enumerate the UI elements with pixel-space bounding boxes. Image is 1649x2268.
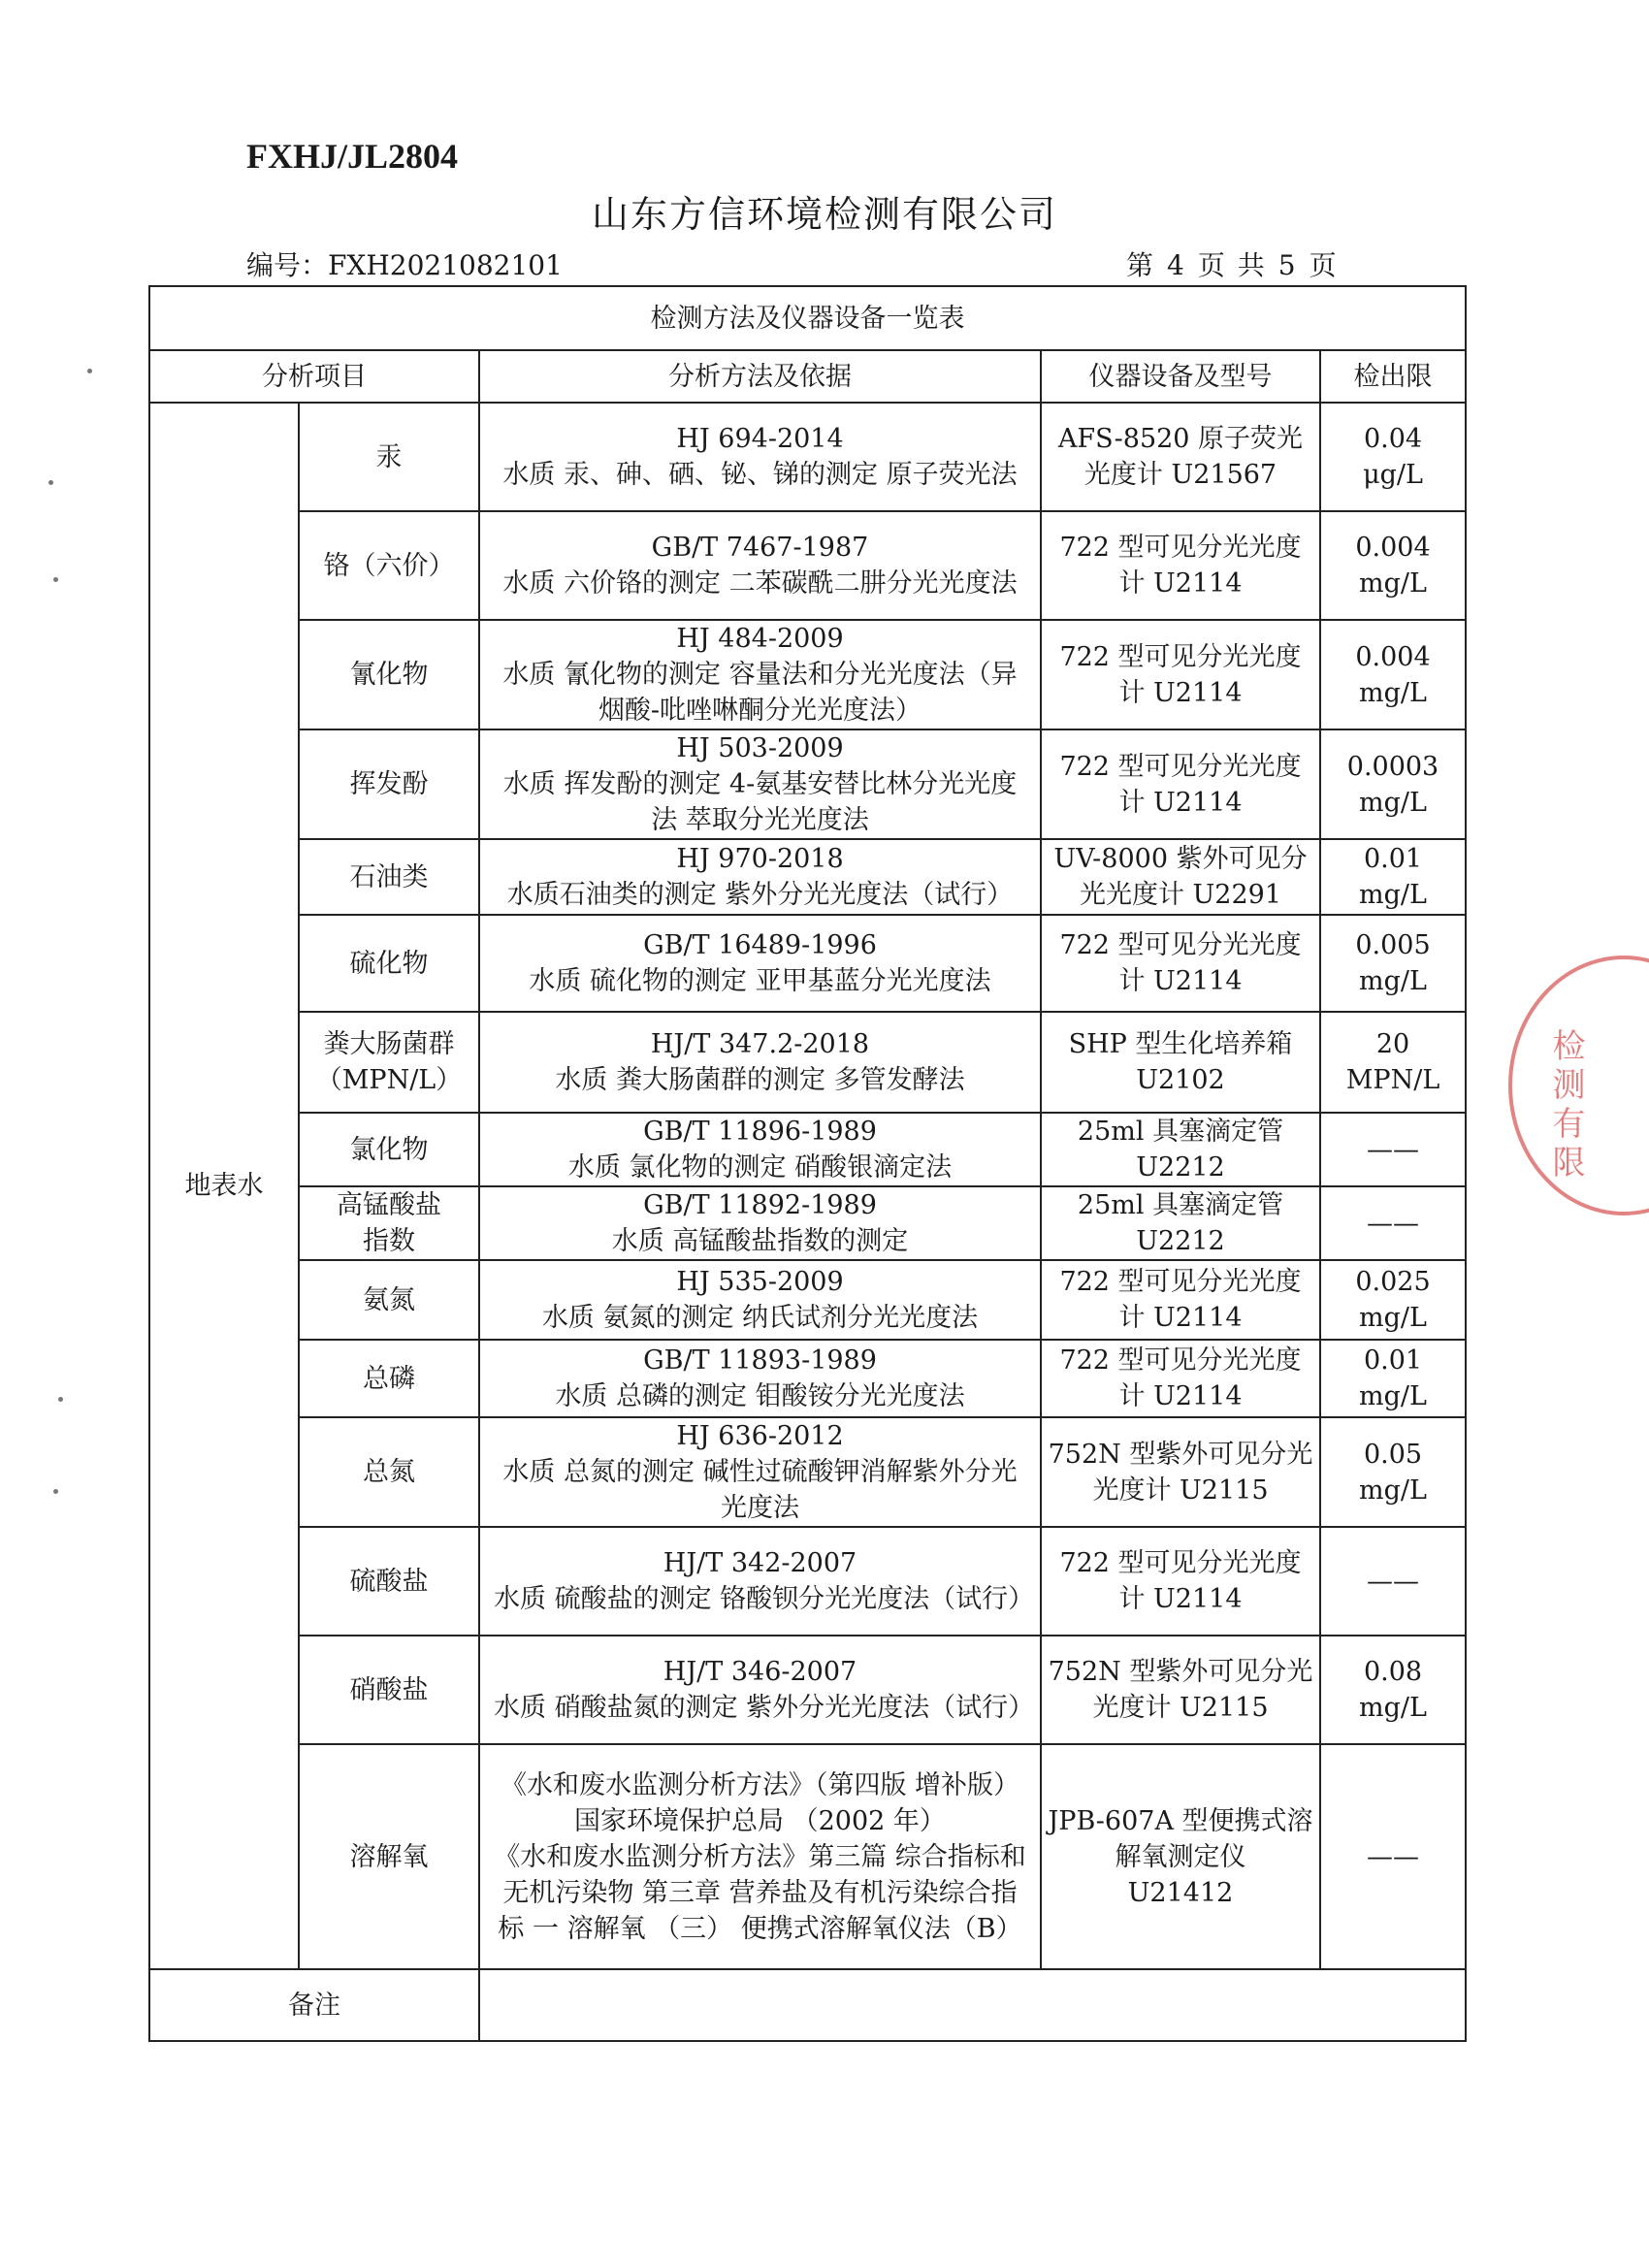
detection-limit-cell: 0.01 mg/L bbox=[1320, 1340, 1466, 1417]
document-code: FXHJ/JL2804 bbox=[246, 137, 459, 176]
analysis-item-cell: 铬（六价） bbox=[299, 511, 479, 620]
company-seal-text: 检测有限 bbox=[1546, 1028, 1585, 1183]
page-mid: 页 共 bbox=[1197, 249, 1267, 281]
method-cell: HJ 484-2009 水质 氰化物的测定 容量法和分光光度法（异烟酸-吡唑啉酮分光光度法） bbox=[479, 620, 1041, 729]
detection-limit-cell: 0.005 mg/L bbox=[1320, 915, 1466, 1012]
analysis-item-cell: 高锰酸盐 指数 bbox=[299, 1186, 479, 1260]
analysis-item-cell: 汞 bbox=[299, 403, 479, 511]
remarks-row bbox=[149, 1969, 1466, 2041]
instrument-cell: 722 型可见分光光度计 U2114 bbox=[1041, 620, 1320, 729]
scan-speck bbox=[58, 1397, 63, 1402]
column-header-item: 分析项目 bbox=[149, 350, 479, 403]
method-cell: HJ 636-2012 水质 总氮的测定 碱性过硫酸钾消解紫外分光光度法 bbox=[479, 1417, 1041, 1527]
method-cell: 《水和废水监测分析方法》（第四版 增补版）国家环境保护总局 （2002 年） 《水和废水监测分析方法》第三篇 综合指标和无机污染物 第三章 营养盐及有机污染综合指标 一 溶解氧 （三） 便携式溶解氧仪法（B） bbox=[479, 1744, 1041, 1969]
instrument-cell: SHP 型生化培养箱 U2102 bbox=[1041, 1012, 1320, 1113]
instrument-cell: 722 型可见分光光度计 U2114 bbox=[1041, 1340, 1320, 1417]
detection-limit-cell: 0.025 mg/L bbox=[1320, 1260, 1466, 1340]
detection-limit-cell: —— bbox=[1320, 1744, 1466, 1969]
column-header-method: 分析方法及依据 bbox=[479, 350, 1041, 403]
method-cell: GB/T 11896-1989 水质 氯化物的测定 硝酸银滴定法 bbox=[479, 1113, 1041, 1186]
detection-limit-cell: —— bbox=[1320, 1527, 1466, 1636]
page-current: 4 bbox=[1167, 249, 1186, 281]
instrument-cell: 752N 型紫外可见分光光度计 U2115 bbox=[1041, 1636, 1320, 1744]
analysis-item-cell: 氰化物 bbox=[299, 620, 479, 729]
table-row bbox=[149, 1186, 1466, 1260]
page-total: 5 bbox=[1277, 249, 1298, 281]
method-cell: HJ/T 347.2-2018 水质 粪大肠菌群的测定 多管发酵法 bbox=[479, 1012, 1041, 1113]
table-header-row bbox=[149, 350, 1466, 403]
instrument-cell: 722 型可见分光光度计 U2114 bbox=[1041, 1260, 1320, 1340]
analysis-item-cell: 硫酸盐 bbox=[299, 1527, 479, 1636]
remarks-value bbox=[479, 1969, 1466, 2041]
instrument-cell: UV-8000 紫外可见分光光度计 U2291 bbox=[1041, 839, 1320, 915]
scan-speck bbox=[53, 1489, 58, 1494]
analysis-item-cell: 氨氮 bbox=[299, 1260, 479, 1340]
table-row bbox=[149, 1340, 1466, 1417]
table-row bbox=[149, 620, 1466, 729]
detection-limit-cell: 0.004 mg/L bbox=[1320, 620, 1466, 729]
method-cell: HJ 503-2009 水质 挥发酚的测定 4-氨基安替比林分光光度法 萃取分光光度法 bbox=[479, 729, 1041, 839]
page-prefix: 第 bbox=[1126, 249, 1156, 281]
table-row bbox=[149, 1260, 1466, 1340]
instrument-cell: JPB-607A 型便携式溶解氧测定仪 U21412 bbox=[1041, 1744, 1320, 1969]
page-suffix: 页 bbox=[1309, 249, 1339, 281]
table-row bbox=[149, 1744, 1466, 1969]
analysis-item-cell: 粪大肠菌群 （MPN/L） bbox=[299, 1012, 479, 1113]
detection-limit-cell: 0.0003 mg/L bbox=[1320, 729, 1466, 839]
analysis-item-cell: 石油类 bbox=[299, 839, 479, 915]
scan-speck bbox=[87, 369, 92, 373]
column-header-limit: 检出限 bbox=[1320, 350, 1466, 403]
category-cell: 地表水 bbox=[149, 403, 299, 1969]
scan-speck bbox=[53, 577, 58, 582]
instrument-cell: AFS-8520 原子荧光光度计 U21567 bbox=[1041, 403, 1320, 511]
instrument-cell: 25ml 具塞滴定管 U2212 bbox=[1041, 1186, 1320, 1260]
instrument-cell: 722 型可见分光光度计 U2114 bbox=[1041, 915, 1320, 1012]
instrument-cell: 722 型可见分光光度计 U2114 bbox=[1041, 729, 1320, 839]
analysis-item-cell: 硫化物 bbox=[299, 915, 479, 1012]
table-row bbox=[149, 729, 1466, 839]
remarks-label: 备注 bbox=[149, 1969, 479, 2041]
detection-limit-cell: 0.004 mg/L bbox=[1320, 511, 1466, 620]
method-cell: HJ/T 346-2007 水质 硝酸盐氮的测定 紫外分光光度法（试行） bbox=[479, 1636, 1041, 1744]
detection-limit-cell: 0.04 μg/L bbox=[1320, 403, 1466, 511]
detection-limit-cell: 0.08 mg/L bbox=[1320, 1636, 1466, 1744]
method-cell: GB/T 7467-1987 水质 六价铬的测定 二苯碳酰二肼分光光度法 bbox=[479, 511, 1041, 620]
table-row bbox=[149, 1012, 1466, 1113]
detection-limit-cell: —— bbox=[1320, 1186, 1466, 1260]
detection-limit-cell: 0.05 mg/L bbox=[1320, 1417, 1466, 1527]
table-row bbox=[149, 1113, 1466, 1186]
instrument-cell: 752N 型紫外可见分光光度计 U2115 bbox=[1041, 1417, 1320, 1527]
detection-limit-cell: 20 MPN/L bbox=[1320, 1012, 1466, 1113]
analysis-item-cell: 挥发酚 bbox=[299, 729, 479, 839]
analysis-item-cell: 硝酸盐 bbox=[299, 1636, 479, 1744]
detection-limit-cell: 0.01 mg/L bbox=[1320, 839, 1466, 915]
report-number: 编号：FXH2021082101 bbox=[246, 249, 563, 281]
table-row bbox=[149, 1527, 1466, 1636]
table-row bbox=[149, 1636, 1466, 1744]
methods-table bbox=[148, 285, 1467, 2042]
instrument-cell: 25ml 具塞滴定管 U2212 bbox=[1041, 1113, 1320, 1186]
table-title: 检测方法及仪器设备一览表 bbox=[149, 286, 1466, 350]
column-header-instrument: 仪器设备及型号 bbox=[1041, 350, 1320, 403]
scan-speck bbox=[48, 480, 53, 485]
table-row bbox=[149, 403, 1466, 511]
table-row bbox=[149, 915, 1466, 1012]
method-cell: HJ 970-2018 水质石油类的测定 紫外分光光度法（试行） bbox=[479, 839, 1041, 915]
instrument-cell: 722 型可见分光光度计 U2114 bbox=[1041, 511, 1320, 620]
table-row bbox=[149, 839, 1466, 915]
analysis-item-cell: 溶解氧 bbox=[299, 1744, 479, 1969]
table-title-row bbox=[149, 286, 1466, 350]
method-cell: GB/T 11893-1989 水质 总磷的测定 钼酸铵分光光度法 bbox=[479, 1340, 1041, 1417]
method-cell: HJ 535-2009 水质 氨氮的测定 纳氏试剂分光光度法 bbox=[479, 1260, 1041, 1340]
method-cell: GB/T 16489-1996 水质 硫化物的测定 亚甲基蓝分光光度法 bbox=[479, 915, 1041, 1012]
analysis-item-cell: 总氮 bbox=[299, 1417, 479, 1527]
table-row bbox=[149, 1417, 1466, 1527]
page-indicator bbox=[1120, 244, 1344, 283]
analysis-item-cell: 总磷 bbox=[299, 1340, 479, 1417]
company-name: 山东方信环境检测有限公司 bbox=[591, 193, 1057, 236]
detection-limit-cell: —— bbox=[1320, 1113, 1466, 1186]
method-cell: GB/T 11892-1989 水质 高锰酸盐指数的测定 bbox=[479, 1186, 1041, 1260]
instrument-cell: 722 型可见分光光度计 U2114 bbox=[1041, 1527, 1320, 1636]
table-row bbox=[149, 511, 1466, 620]
method-cell: HJ/T 342-2007 水质 硫酸盐的测定 铬酸钡分光光度法（试行） bbox=[479, 1527, 1041, 1636]
method-cell: HJ 694-2014 水质 汞、砷、硒、铋、锑的测定 原子荧光法 bbox=[479, 403, 1041, 511]
analysis-item-cell: 氯化物 bbox=[299, 1113, 479, 1186]
